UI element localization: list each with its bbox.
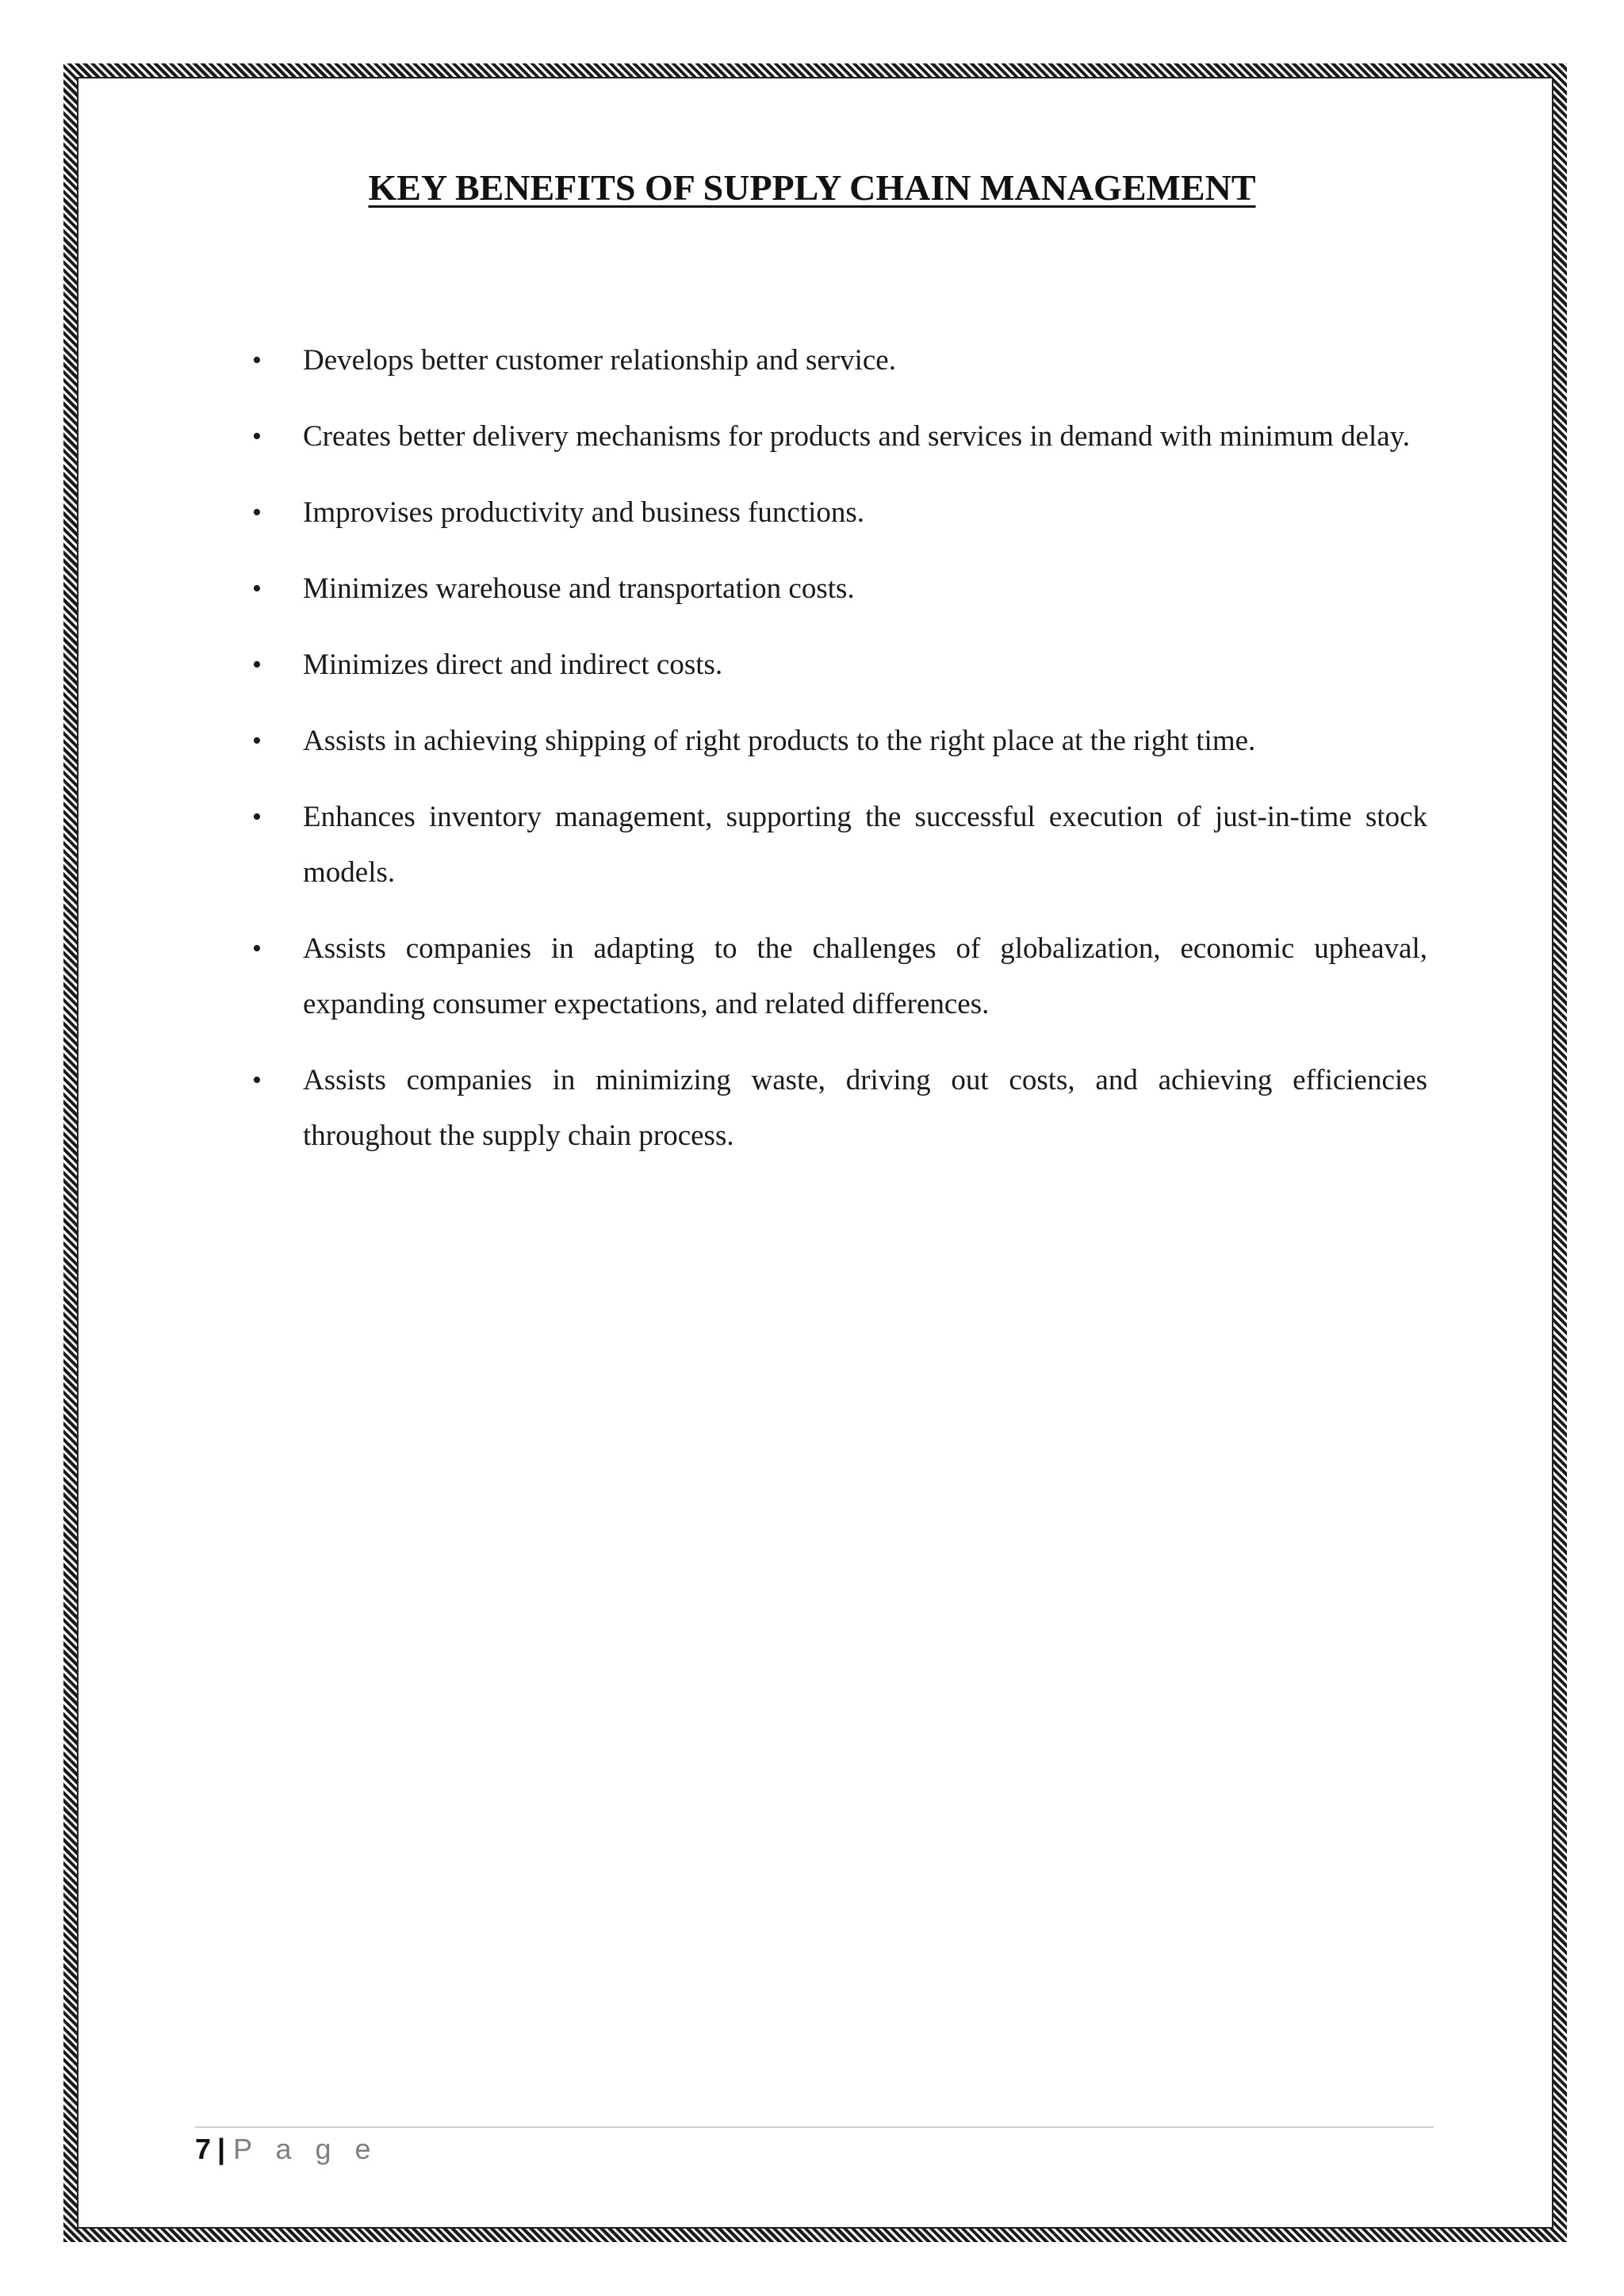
list-item-text: Creates better delivery mechanisms for products and services in demand with minimum delay. — [303, 420, 1411, 453]
list-item-text: Assists companies in minimizing waste, driving out costs, and achieving efficiencies throughout the supply chain process. — [303, 1064, 1427, 1152]
bullet-icon: • — [252, 498, 262, 527]
list-item — [246, 921, 1427, 1032]
list-item-text: Improvises productivity and business functions. — [303, 496, 865, 529]
list-item — [246, 1053, 1427, 1164]
bullet-icon: • — [252, 1066, 262, 1095]
list-item-text: Minimizes direct and indirect costs. — [303, 649, 723, 681]
bullet-icon: • — [252, 650, 262, 679]
list-item-text: Minimizes warehouse and transportation costs. — [303, 572, 855, 605]
page-footer — [195, 2133, 379, 2166]
bullet-icon: • — [252, 346, 262, 375]
list-item-text: Enhances inventory management, supporting the successful execution of just-in-time stock models. — [303, 801, 1427, 889]
bullet-icon: • — [252, 934, 262, 963]
list-item-text: Assists in achieving shipping of right products to the right place at the right time. — [303, 725, 1256, 757]
footer-divider — [195, 2126, 1434, 2128]
page-title: KEY BENEFITS OF SUPPLY CHAIN MANAGEMENT — [368, 167, 1256, 208]
list-item — [246, 485, 1427, 541]
bullet-icon: • — [252, 574, 262, 603]
list-item-text: Assists companies in adapting to the challenges of globalization, economic upheaval, expanding consumer expectations, and related differences. — [303, 932, 1427, 1020]
list-item — [246, 637, 1427, 693]
list-item — [246, 333, 1427, 388]
list-item-text: Develops better customer relationship and service. — [303, 344, 896, 377]
list-item — [246, 714, 1427, 769]
bullet-icon: • — [252, 802, 262, 832]
page-number: 7 — [195, 2133, 212, 2165]
list-item — [246, 561, 1427, 617]
page-label: P a g e — [233, 2133, 379, 2165]
footer-separator: | — [217, 2133, 226, 2165]
list-item — [246, 790, 1427, 901]
benefits-list — [246, 333, 1427, 1184]
bullet-icon: • — [252, 726, 262, 756]
list-item — [246, 409, 1427, 465]
bullet-icon: • — [252, 422, 262, 451]
